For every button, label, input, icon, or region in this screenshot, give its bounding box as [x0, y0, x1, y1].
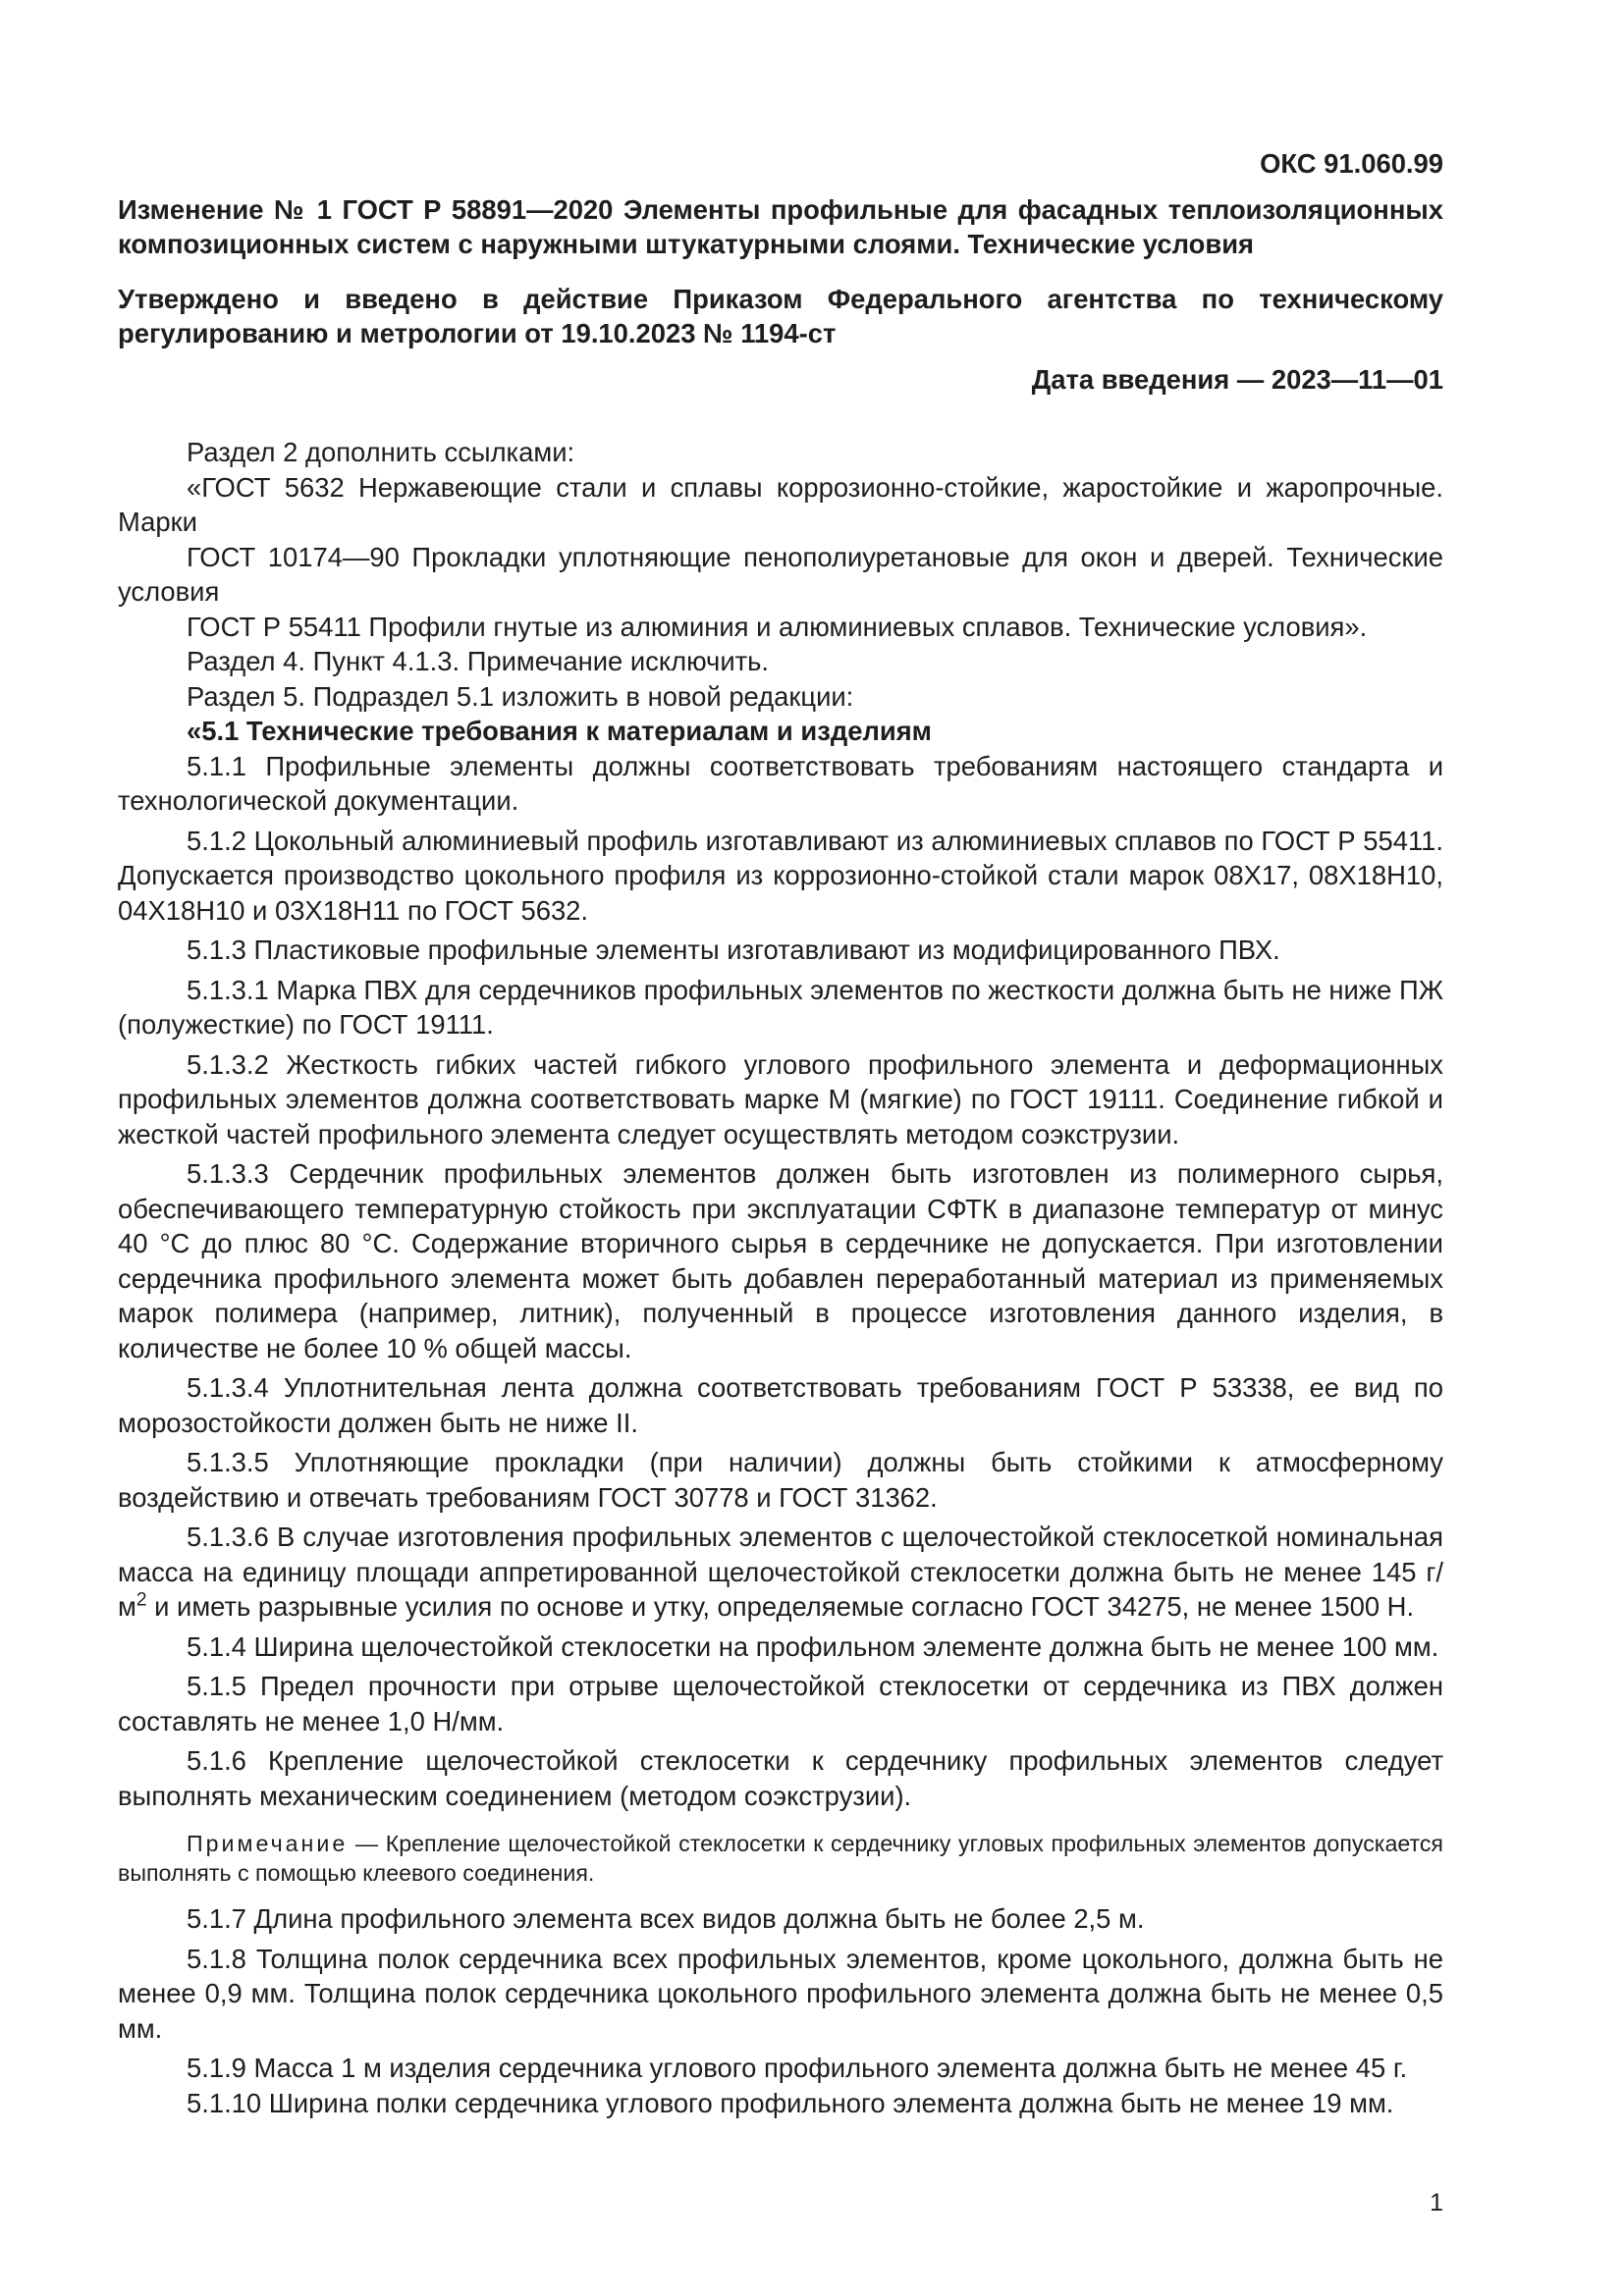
text-run: и иметь разрывные усилия по основе и утку, определяемые согласно ГОСТ 34275, не менее 1500 Н.: [146, 1591, 1415, 1622]
superscript: 2: [135, 1589, 147, 1611]
paragraph: Раздел 5. Подраздел 5.1 изложить в новой редакции:: [187, 680, 854, 712]
paragraph: 5.1.7 Длина профильного элемента всех видов должна быть не более 2,5 м.: [187, 1903, 1145, 1934]
paragraph: ГОСТ 10174—90 Прокладки уплотняющие пенополиуретановые для окон и дверей. Технические условия: [118, 541, 1443, 607]
classification-code: ОКС 91.060.99: [1260, 148, 1443, 179]
effective-date: Дата введения — 2023—11—01: [1031, 364, 1443, 395]
section-heading: «5.1 Технические требования к материалам и изделиям: [187, 716, 932, 746]
paragraph: Раздел 4. Пункт 4.1.3. Примечание исключить.: [187, 646, 770, 676]
paragraph: 5.1.2 Цокольный алюминиевый профиль изготавливают из алюминиевых сплавов по ГОСТ Р 55411. Допускается производство цокольного профиля из коррозионно-стойкой стали марок 08Х17, 08Х18Н10, 04Х18Н10 и 03Х18Н11 по ГОСТ 5632.: [118, 825, 1443, 926]
paragraph: 5.1.4 Ширина щелочестойкой стеклосетки на профильном элементе должна быть не менее 100 мм.: [187, 1630, 1439, 1662]
paragraph: 5.1.3.5 Уплотняющие прокладки (при наличии) должны быть стойкими к атмосферному воздействию и отвечать требованиям ГОСТ 30778 и ГОСТ 31362.: [118, 1447, 1443, 1513]
paragraph: 5.1.9 Масса 1 м изделия сердечника углового профильного элемента должна быть не менее 45 г.: [187, 2053, 1408, 2083]
paragraph: 5.1.5 Предел прочности при отрыве щелочестойкой стеклосетки от сердечника из ПВХ должен составлять не менее 1,0 Н/мм.: [118, 1671, 1443, 1736]
page-number: 1: [1430, 2189, 1443, 2216]
paragraph: 5.1.3.3 Сердечник профильных элементов должен быть изготовлен из полимерного сырья, обеспечивающего температурную стойкость при эксплуатации СФТК в диапазоне температур от минус 40 °С до плюс 80 °С. Содержание вторичного сырья в сердечнике не допускается. При изготовлении сердечника профильного элемента может быть добавлен переработанный материал из применяемых марок полимера (например, литник), полученный в процессе изготовления данного изделия, в количестве не более 10 % общей массы.: [118, 1158, 1443, 1363]
document-body: [118, 435, 1443, 2120]
paragraph: 5.1.10 Ширина полки сердечника углового профильного элемента должна быть не менее 19 мм.: [187, 2087, 1394, 2118]
paragraph: 5.1.3.4 Уплотнительная лента должна соответствовать требованиям ГОСТ Р 53338, ее вид по морозостойкости должен быть не ниже II.: [118, 1372, 1443, 1438]
note-label: Примечание: [187, 1831, 349, 1856]
paragraph: 5.1.1 Профильные элементы должны соответствовать требованиям настоящего стандарта и технологической документации.: [118, 750, 1443, 816]
paragraph: Раздел 2 дополнить ссылками:: [187, 437, 575, 467]
paragraph: ГОСТ Р 55411 Профили гнутые из алюминия и алюминиевых сплавов. Технические условия».: [187, 611, 1368, 642]
note: [118, 1829, 1443, 1888]
paragraph: 5.1.6 Крепление щелочестойкой стеклосетки к сердечнику профильных элементов следует выполнять механическим соединением (методом соэкструзии).: [118, 1745, 1443, 1811]
paragraph: 5.1.8 Толщина полок сердечника всех профильных элементов, кроме цокольного, должна быть не менее 0,9 мм. Толщина полок сердечника цокольного профильного элемента должна быть не менее 0,5 мм.: [118, 1943, 1443, 2044]
paragraph: 5.1.3.1 Марка ПВХ для сердечников профильных элементов по жесткости должна быть не ниже ПЖ (полужесткие) по ГОСТ 19111.: [118, 974, 1443, 1040]
text-run: 5.1.3.6 В случае изготовления профильных элементов с щелочестойкой стеклосеткой номинальная масса на единицу площади аппретированной щелочестойкой стеклосетки должна быть не менее 145 г/м: [118, 1522, 1443, 1622]
amendment-title: Изменение № 1 ГОСТ Р 58891—2020 Элементы профильные для фасадных теплоизоляционных композиционных систем с наружными штукатурными слоями. Технические условия: [118, 194, 1443, 259]
paragraph: [118, 1520, 1443, 1625]
approval-statement: Утверждено и введено в действие Приказом Федерального агентства по техническому регулированию и метрологии от 19.10.2023 № 1194-ст: [118, 284, 1443, 348]
paragraph: 5.1.3.2 Жесткость гибких частей гибкого углового профильного элемента и деформационных профильных элементов должна соответствовать марке М (мягкие) по ГОСТ 19111. Соединение гибкой и жесткой частей профильного элемента следует осуществлять методом соэкструзии.: [118, 1048, 1443, 1149]
paragraph: 5.1.3 Пластиковые профильные элементы изготавливают из модифицированного ПВХ.: [187, 934, 1280, 965]
paragraph: «ГОСТ 5632 Нержавеющие стали и сплавы коррозионно-стойкие, жаростойкие и жаропрочные. Марки: [118, 471, 1443, 537]
note-text: — Крепление щелочестойкой стеклосетки к сердечнику угловых профильных элементов допускается выполнять с помощью клеевого соединения.: [118, 1831, 1443, 1886]
